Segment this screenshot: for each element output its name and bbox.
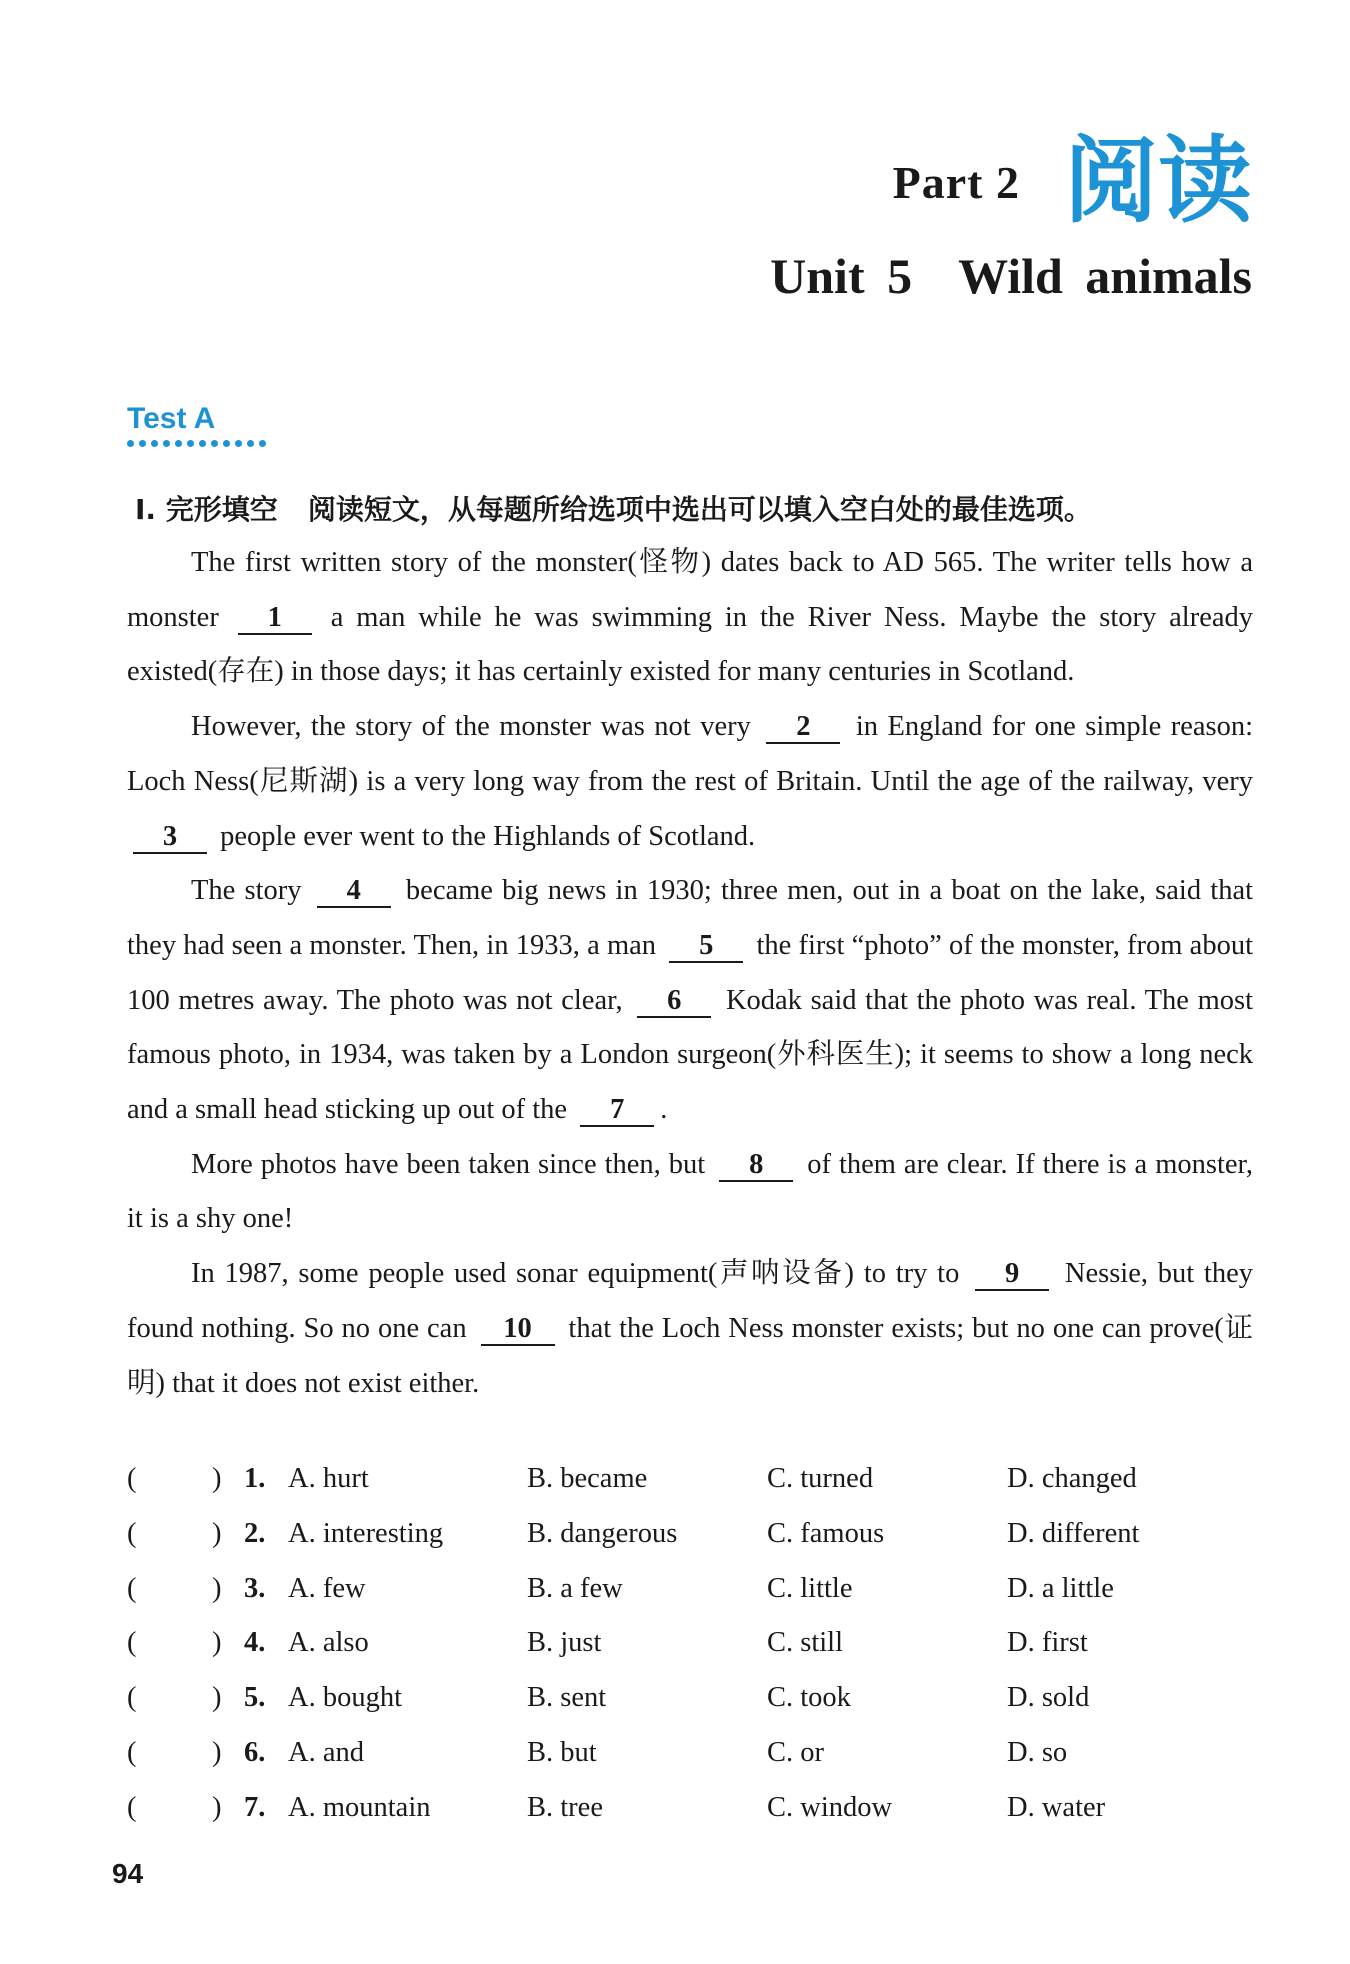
section-number: Ⅰ. 完形填空 <box>135 493 278 526</box>
option-d: D. first <box>1007 1627 1088 1659</box>
paragraph-4 <box>127 1138 1253 1247</box>
paragraph-2 <box>127 700 1253 864</box>
blank-8: 8 <box>719 1150 793 1182</box>
option-b: B. a few <box>527 1572 623 1604</box>
option-a: A. mountain <box>288 1791 431 1823</box>
option-a: A. and <box>288 1736 364 1768</box>
option-d: D. changed <box>1007 1463 1137 1494</box>
passage-text: . <box>660 1094 668 1126</box>
option-a: A. interesting <box>288 1517 444 1549</box>
answer-paren-close: ) <box>212 1627 222 1659</box>
blank-3: 3 <box>133 822 207 854</box>
option-d: D. sold <box>1007 1682 1090 1714</box>
option-b: B. became <box>527 1463 648 1494</box>
unit-label: Unit 5 <box>770 248 913 304</box>
blank-9: 9 <box>975 1259 1049 1291</box>
question-number: 4. <box>244 1627 266 1659</box>
blank-5: 5 <box>669 931 743 963</box>
blank-2: 2 <box>766 712 840 744</box>
unit-title <box>770 247 1252 305</box>
option-a: A. hurt <box>288 1463 369 1494</box>
answer-paren-open[interactable]: ( <box>127 1463 137 1494</box>
option-c: C. took <box>767 1682 851 1714</box>
passage-text: the first “photo” of the monster, from about 100 metres away. The photo was not clear, <box>127 929 1253 1016</box>
paragraph-3 <box>127 864 1253 1138</box>
option-d: D. a little <box>1007 1572 1114 1604</box>
answer-paren-close: ) <box>212 1517 222 1549</box>
answer-paren-open[interactable]: ( <box>127 1736 137 1768</box>
option-a: A. also <box>288 1627 369 1659</box>
blank-7: 7 <box>580 1095 654 1127</box>
option-c: C. famous <box>767 1517 885 1549</box>
option-b: B. tree <box>527 1791 603 1823</box>
passage-text: people ever went to the Highlands of Scotland. <box>220 820 756 852</box>
option-b: B. but <box>527 1736 597 1768</box>
part-chinese-title: 阅读 <box>1063 127 1252 236</box>
instruction-text: 阅读短文，从每题所给选项中选出可以填入空白处的最佳选项。 <box>307 493 1092 526</box>
passage-text: became big news in 1930; three men, out in a boat on the lake, said that they had seen a monster. Then, in 1933, a man <box>127 875 1254 961</box>
question-number: 1. <box>244 1463 266 1494</box>
passage-text: More photos have been taken since then, but <box>191 1148 706 1180</box>
option-b: B. just <box>527 1627 602 1659</box>
page-number: 94 <box>112 1858 144 1889</box>
cloze-passage <box>127 536 1253 1411</box>
passage-text: Nessie, but they found nothing. So no one can <box>127 1258 1253 1344</box>
dotted-underline <box>127 440 266 447</box>
option-a: A. bought <box>288 1682 402 1714</box>
question-number: 6. <box>244 1736 266 1768</box>
question-number: 3. <box>244 1572 266 1604</box>
option-b: B. sent <box>527 1682 607 1714</box>
part-title-row <box>770 127 1252 236</box>
unit-name: Wild animals <box>958 248 1252 304</box>
answer-paren-open[interactable]: ( <box>127 1572 137 1604</box>
answer-paren-close: ) <box>212 1463 222 1494</box>
test-label: Test A <box>127 402 216 435</box>
paragraph-5 <box>127 1247 1253 1411</box>
option-b: B. dangerous <box>527 1517 678 1549</box>
option-d: D. different <box>1007 1517 1140 1549</box>
option-c: C. turned <box>767 1463 874 1494</box>
question-number: 5. <box>244 1682 266 1714</box>
part-label: Part 2 <box>892 156 1020 208</box>
option-d: D. water <box>1007 1791 1106 1823</box>
answer-paren-open[interactable]: ( <box>127 1682 137 1714</box>
passage-text: of them are clear. If there is a monster, it is a shy one! <box>127 1148 1254 1235</box>
option-c: C. still <box>767 1627 844 1659</box>
passage-text: In 1987, some people used sonar equipment(声呐设备) to try to <box>191 1258 960 1290</box>
option-c: C. or <box>767 1736 824 1768</box>
answer-paren-close: ) <box>212 1682 222 1714</box>
passage-text: The story <box>191 875 302 907</box>
passage-text: in England for one simple reason: Loch Ness(尼斯湖) is a very long way from the rest of Britain. Until the age of the railway, very <box>127 711 1254 797</box>
section-instruction <box>135 488 1092 528</box>
answer-paren-close: ) <box>212 1572 222 1604</box>
blank-10: 10 <box>481 1314 555 1346</box>
blank-6: 6 <box>637 986 711 1018</box>
question-number: 7. <box>244 1791 266 1823</box>
question-number: 2. <box>244 1517 266 1549</box>
option-d: D. so <box>1007 1736 1068 1768</box>
answer-paren-open[interactable]: ( <box>127 1517 137 1549</box>
option-c: C. little <box>767 1572 853 1604</box>
test-heading <box>127 402 266 447</box>
blank-4: 4 <box>317 876 391 908</box>
passage-text: Kodak said that the photo was real. The most famous photo, in 1934, was taken by a London surgeon(外科医生); it seems to show a long neck and a small head sticking up out of the <box>127 984 1254 1126</box>
passage-text: a man while he was swimming in the River Ness. Maybe the story already existed(存在) in those days; it has certainly existed for many centuries in Scotland. <box>127 601 1254 688</box>
option-c: C. window <box>767 1791 893 1823</box>
blank-1: 1 <box>238 603 312 635</box>
answer-paren-close: ) <box>212 1791 222 1823</box>
answer-paren-open[interactable]: ( <box>127 1627 137 1659</box>
answer-paren-open[interactable]: ( <box>127 1791 137 1823</box>
option-a: A. few <box>288 1572 366 1604</box>
answer-paren-close: ) <box>212 1736 222 1768</box>
passage-text: that the Loch Ness monster exists; but no one can prove(证明) that it does not exist either. <box>127 1312 1254 1399</box>
passage-text: However, the story of the monster was not very <box>191 711 751 743</box>
page-header <box>770 127 1252 305</box>
passage-text: The first written story of the monster(怪物) dates back to AD 565. The writer tells how a monster <box>127 547 1253 633</box>
paragraph-1 <box>127 536 1253 700</box>
